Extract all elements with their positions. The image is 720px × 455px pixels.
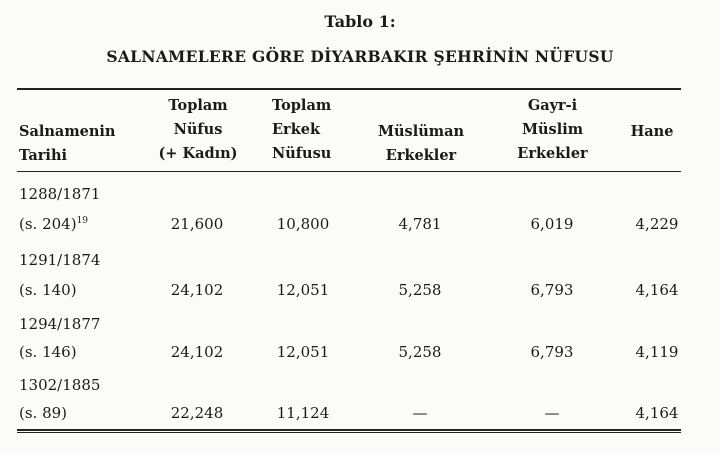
row-3-year: 1294/1877 [19, 315, 101, 333]
row-3-total: 24,102 [170, 343, 224, 361]
row-4-year: 1302/1885 [19, 376, 101, 394]
row-4-nonmuslim: — [544, 404, 560, 422]
row-4-hane: 4,164 [635, 404, 679, 422]
row-4-source: (s. 89) [19, 404, 68, 422]
bottom-rule-thin [17, 432, 681, 433]
row-1-muslim: 4,781 [398, 215, 442, 233]
header-total-male: Toplam Erkek Nüfusu [272, 97, 332, 162]
row-2-male: 12,051 [276, 281, 330, 299]
table-caption: Tablo 1: [324, 12, 396, 31]
row-1-source-ref: (s. 204) [19, 215, 77, 233]
row-3-male: 12,051 [276, 343, 330, 361]
table-title: SALNAMELERE GÖRE DİYARBAKIR ŞEHRİNİN NÜFUSU [106, 47, 614, 66]
row-3-nonmuslim: 6,793 [530, 343, 574, 361]
row-1-hane: 4,229 [635, 215, 679, 233]
row-2-total: 24,102 [170, 281, 224, 299]
row-3-source: (s. 146) [19, 343, 77, 361]
header-nonmuslim-male: Gayr-i Müslim Erkekler [517, 97, 588, 162]
row-2-year: 1291/1874 [19, 251, 101, 269]
header-muslim-male: Müslüman Erkekler [377, 123, 465, 164]
header-rule [17, 171, 681, 172]
row-2-nonmuslim: 6,793 [530, 281, 574, 299]
row-2-source: (s. 140) [19, 281, 77, 299]
header-hane: Hane [630, 123, 674, 140]
header-date: Salnamenin Tarihi [19, 123, 116, 164]
row-2-hane: 4,164 [635, 281, 679, 299]
row-2-muslim: 5,258 [398, 281, 442, 299]
row-1-total: 21,600 [170, 215, 224, 233]
row-3-muslim: 5,258 [398, 343, 442, 361]
row-3-hane: 4,119 [635, 343, 679, 361]
row-1-year: 1288/1871 [19, 185, 101, 203]
top-rule [17, 88, 681, 90]
row-1-nonmuslim: 6,019 [530, 215, 574, 233]
row-4-muslim: — [412, 404, 428, 422]
header-total-population: Toplam Nüfus (+ Kadın) [158, 97, 238, 162]
row-1-male: 10,800 [276, 215, 330, 233]
row-4-total: 22,248 [170, 404, 224, 422]
row-1-source [19, 213, 88, 235]
row-4-male: 11,124 [276, 404, 330, 422]
bottom-rule [17, 429, 681, 431]
row-1-footnote: 19 [76, 216, 89, 226]
